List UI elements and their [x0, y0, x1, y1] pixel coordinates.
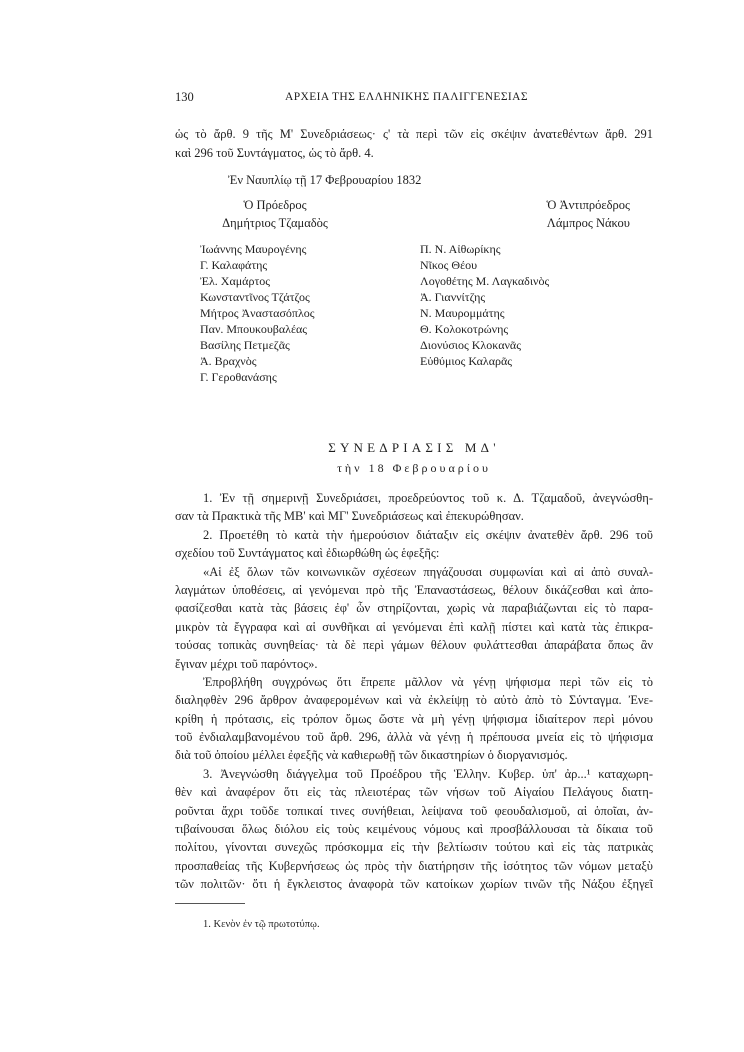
session-title: ΣΥΝΕΔΡΙΑΣΙΣ ΜΔ'	[328, 440, 500, 455]
body-line: σχεδίου τοῦ Συντάγματος καὶ ἐδιωρθώθη ὡς ἑφεξῆς:	[175, 546, 440, 561]
member-name: Εὐθύμιος Καλαρᾶς	[420, 354, 513, 368]
quote-line: «Αἱ ἐξ ὅλων τῶν κοινωνικῶν σχέσεων πηγάζουσαι συμφωνίαι καὶ αἱ ἀπὸ συναλ-	[203, 564, 653, 579]
body-line: σαν τὰ Πρακτικὰ τῆς ΜΒ' καὶ ΜΓ' Συνεδριάσεως καὶ ἐπεκυρώθησαν.	[175, 509, 524, 524]
body-line: καὶ 296 τοῦ Συντάγματος, ὡς τὸ ἄρθ. 4.	[175, 146, 374, 160]
member-name: Νῖκος Θέου	[420, 258, 478, 272]
running-title: ΑΡΧΕΙΑ ΤΗΣ ΕΛΛΗΝΙΚΗΣ ΠΑΛΙΓΓΕΝΕΣΙΑΣ	[285, 91, 528, 103]
body-line: τοῦ ἐνδιαλαμβανομένου τοῦ ἄρθ. 296, ἀλλὰ νὰ γένῃ ἡ πρέπουσα μνεία εἰς τὸ ψήφισμα	[175, 730, 653, 745]
member-name: Ἰωάννης Μαυρογένης	[200, 242, 307, 256]
vice-president-title: Ὁ Ἀντιπρόεδρος	[546, 198, 630, 212]
body-line: 1. Ἐν τῇ σημερινῇ Συνεδριάσει, προεδρεύοντος τοῦ κ. Δ. Τζαμαδοῦ, ἀνεγνώσθη-	[203, 491, 653, 505]
member-name: Βασίλης Πετμεζᾶς	[200, 338, 290, 352]
page-number: 130	[175, 90, 194, 104]
footnote-rule	[175, 903, 245, 904]
member-name: Ἐλ. Χαμάρτος	[200, 274, 271, 288]
president-signature	[205, 196, 345, 232]
body-line: διαληφθὲν 296 ἄρθρον ἀναφερομένων καὶ νὰ ἐκλείψῃ τὸ αὐτὸ ἀπὸ τὸ Σύνταγμα. Ἐνε-	[175, 693, 653, 708]
body-line: ὡς τὸ ἄρθ. 9 τῆς Μ' Συνεδριάσεως· ς' τὰ περὶ τῶν εἰς σκέψιν ἀνατεθέντων ἄρθ. 291	[175, 127, 653, 141]
vice-president-signature	[480, 196, 630, 232]
footnote: 1. Κενὸν ἐν τῷ πρωτοτύπῳ.	[203, 919, 320, 930]
member-name: Μήτρος Ἀναστασόπλος	[200, 306, 315, 320]
member-name: Ἀ. Γιαννίτζης	[420, 290, 486, 304]
member-name: Λογοθέτης Μ. Λαγκαδινὸς	[420, 274, 550, 288]
body-line: πολίτου, γίνονται συνεχῶς πρόσκομμα εἰς τὴν βελτίωσιν τούτου καὶ εἰς τὰς πατρικὰς	[175, 840, 653, 855]
quote-line: φασίζεσθαι κατὰ τὰς βάσεις ἐφ' ὧν στηρίζονται, χωρὶς νὰ παραβιάζωνται εἰς τὸ παρα-	[175, 601, 653, 616]
body-line: προσπαθείας τῆς Κυβερνήσεως ὡς πρὸς τὴν διατήρησιν τῆς ἰσότητος τῶν νόμων μεταξὺ	[175, 858, 653, 873]
session-body	[175, 489, 653, 894]
body-line: διὰ τοῦ ὁποίου μέλλει ἐφεξῆς νὰ καθιερωθῇ τῶν δικαστηρίων ὁ διοργανισμός.	[175, 748, 568, 763]
member-name: Ν. Μαυρομμάτης	[420, 306, 505, 320]
president-name: Δημήτριος Τζαμαδὸς	[222, 216, 328, 230]
body-line: 3. Ἀνεγνώσθη διάγγελμα τοῦ Προέδρου τῆς Ἑλλην. Κυβερ. ὑπ' ἀρ...¹ καταχωρη-	[203, 766, 653, 781]
member-name: Διονύσιος Κλοκανᾶς	[420, 338, 521, 352]
body-line: τῶν πολιτῶν· ὅτι ἡ ἔγκλειστος ἀναφορὰ τῶν κατοίκων χωρίων τινῶν τῆς Νάξου ἐξηγεῖ	[175, 877, 653, 892]
body-line: ροῦνται ἄχρι τοῦδε τοπικαί τινες συνήθειαι, λείψανα τοῦ φεουδαλισμοῦ, αἱ ὁποῖαι, ἀν-	[175, 803, 653, 818]
vice-president-name: Λάμπρος Νάκου	[546, 216, 630, 230]
session-date: τὴν 18 Φεβρουαρίου	[337, 461, 491, 475]
quote-line: μικρὸν τὰ ἔγγραφα καὶ αἱ συνθῆκαι αἱ γενόμεναι ἐπὶ καλῇ πίστει καὶ κατὰ τὰς ἐπικρα-	[175, 619, 653, 634]
member-name: Γ. Γεροθανάσης	[200, 370, 277, 384]
intro-paragraph	[175, 125, 653, 163]
body-line: Ἐπροβλήθη συγχρόνως ὅτι ἔπρεπε μᾶλλον νὰ γένῃ ψήφισμα περὶ τῶν εἰς τὸ	[203, 674, 653, 689]
member-name: Π. Ν. Αἰθωρίκης	[420, 242, 501, 256]
quote-line: ἔγιναν μέχρι τοῦ παρόντος».	[175, 656, 318, 671]
quote-line: τούσας τοπικὰς συνηθείας· τὰ δὲ περὶ γάμων θέλουν φυλάττεσθαι ἀπαράβατα ὅπως ἂν	[175, 638, 653, 653]
member-name: Κωνσταντῖνος Τζάτζος	[200, 290, 310, 304]
quote-line: λαγμάτων ὑποθέσεις, αἱ γενόμεναι πρὸ τῆς Ἐπαναστάσεως, θέλουν δικάζεσθαι καὶ ἀπο-	[175, 582, 653, 597]
member-name: Ἀ. Βραχνὸς	[200, 354, 257, 368]
member-name: Παν. Μπουκουβαλέας	[200, 322, 308, 336]
body-line: 2. Προετέθη τὸ κατὰ τὴν ἡμερούσιον διάταξιν εἰς σκέψιν ἀνατεθὲν ἄρθ. 296 τοῦ	[203, 527, 653, 542]
body-line: θὲν καὶ ἀναφέρον ὅτι εἰς τὰς πλειοτέρας τῶν νήσων τοῦ Αἰγαίου Πελάγους διατη-	[175, 785, 653, 800]
president-title: Ὁ Πρόεδρος	[243, 198, 307, 212]
members-list-left	[200, 241, 315, 385]
members-list-right	[420, 241, 549, 369]
body-line: κρίθη ἡ πρότασις, εἰς τρόπον ὅμως ὥστε νὰ μὴ γένῃ ψήφισμα ἰδιαίτερον περὶ μόνου	[175, 711, 653, 726]
member-name: Θ. Κολοκοτρώνης	[420, 322, 509, 336]
member-name: Γ. Καλαφάτης	[200, 258, 268, 272]
date-line: Ἐν Ναυπλίῳ τῇ 17 Φεβρουαρίου 1832	[228, 173, 422, 187]
body-line: τιβαίνουσαι ὅλως διόλου εἰς τοὺς κειμένους νόμους καὶ προσβάλλουσαι τὰ δίκαια τοῦ	[175, 822, 653, 837]
